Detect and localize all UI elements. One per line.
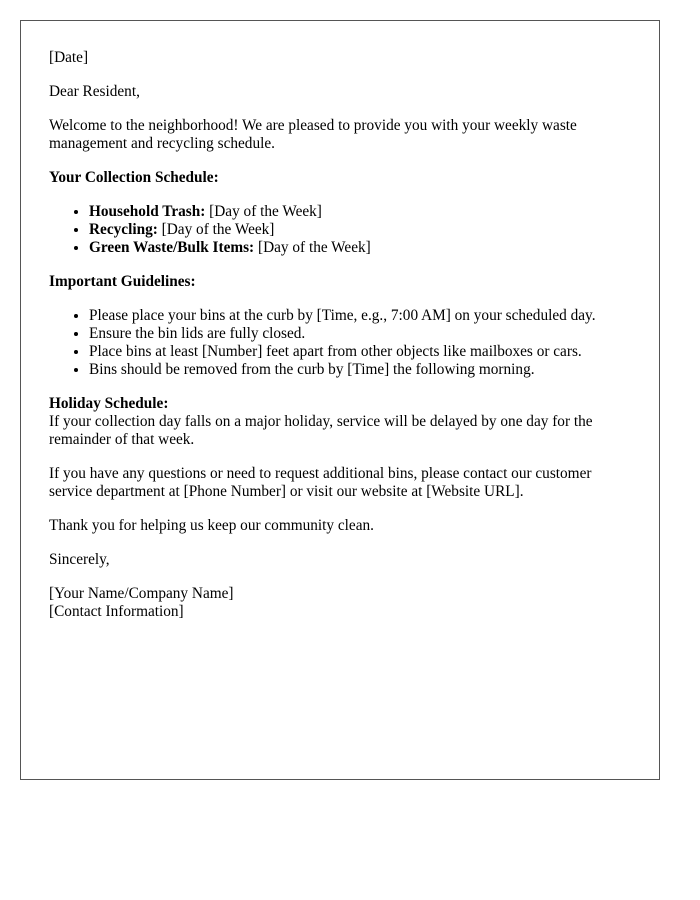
holiday-heading: Holiday Schedule: [49,395,169,412]
signature-name: [Your Name/Company Name] [49,585,234,602]
collection-item-value: [Day of the Week] [157,221,275,238]
thanks-paragraph: Thank you for helping us keep our community clean. [49,517,374,534]
contact-paragraph: If you have any questions or need to request additional bins, please contact our customer service department at [Phone Number] or visit our website at [Website URL]. [49,465,592,500]
collection-item-value: [Day of the Week] [254,239,371,256]
guidelines-list [49,307,631,379]
list-item: • Place bins at least [Number] feet apart from other objects like mailboxes or cars. [89,343,631,361]
list-item [89,239,631,257]
letter-page [20,20,660,780]
guidelines-heading: Important Guidelines: [49,273,196,290]
letter-date: [Date] [49,49,89,66]
list-item: • Bins should be removed from the curb by [Time] the following morning. [89,361,631,379]
collection-item-value: [Day of the Week] [205,203,322,220]
letter-intro: Welcome to the neighborhood! We are pleased to provide you with your weekly waste management and recycling schedule. [49,117,577,152]
signature-block [49,585,631,621]
collection-schedule-list [49,203,631,257]
closing: Sincerely, [49,551,110,568]
list-item [89,221,631,239]
list-item [89,203,631,221]
list-item: • Ensure the bin lids are fully closed. [89,325,631,343]
holiday-section [49,395,631,449]
collection-schedule-heading: Your Collection Schedule: [49,169,219,186]
collection-item-label: Household Trash: [89,203,206,220]
holiday-text: If your collection day falls on a major holiday, service will be delayed by one day for the remainder of that week. [49,413,593,448]
signature-contact: [Contact Information] [49,603,184,620]
list-item: • Please place your bins at the curb by [Time, e.g., 7:00 AM] on your scheduled day. [89,307,631,325]
letter-salutation: Dear Resident, [49,83,140,100]
collection-item-label: Green Waste/Bulk Items: [89,239,255,256]
collection-item-label: Recycling: [89,221,158,238]
